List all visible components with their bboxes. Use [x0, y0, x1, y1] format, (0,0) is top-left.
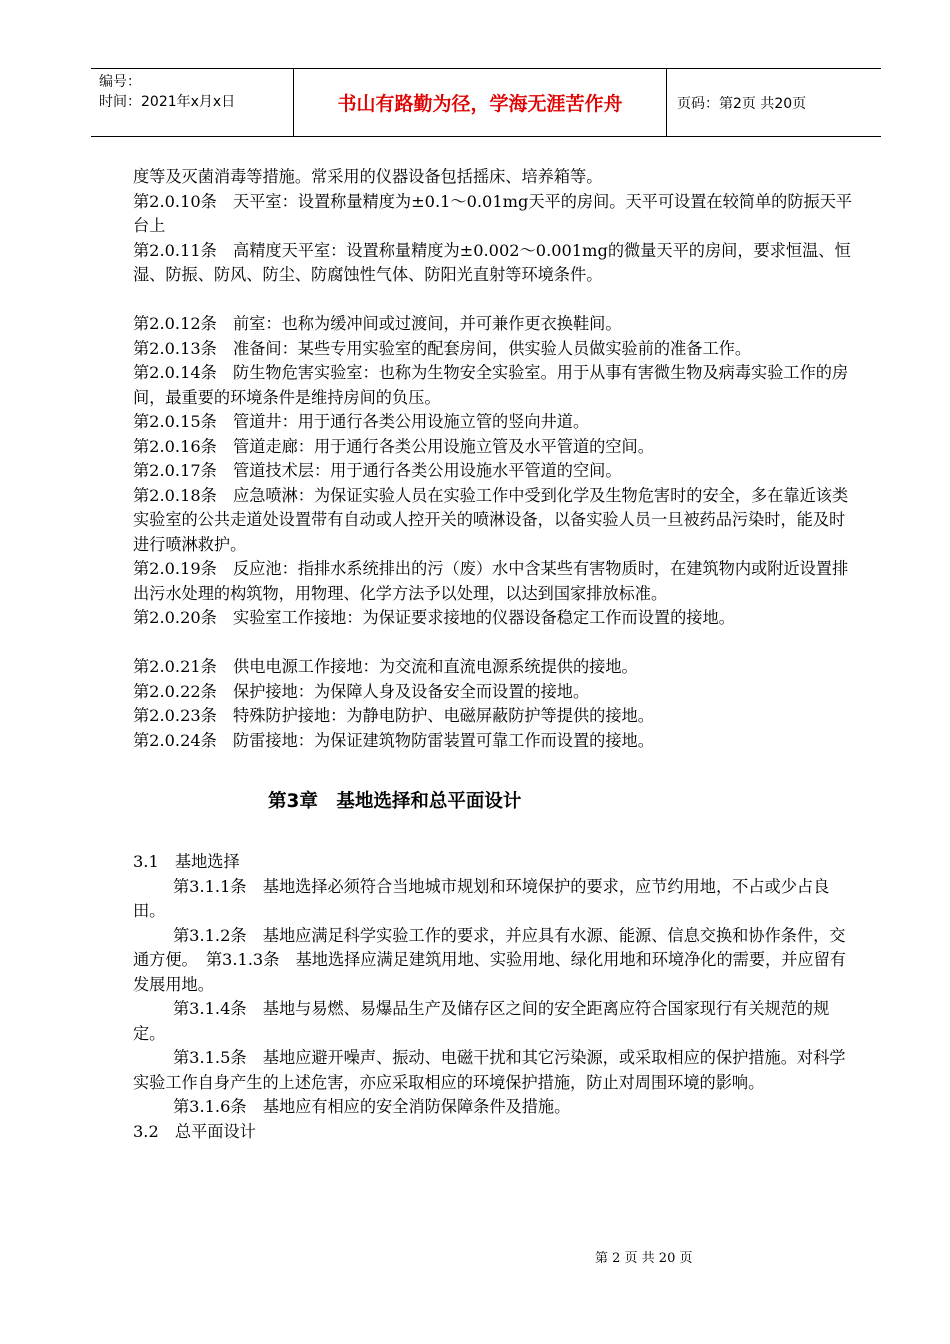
paragraph: 第2.0.20条 实验室工作接地：为保证要求接地的仪器设备稳定工作而设置的接地。: [133, 608, 735, 627]
paragraph: 第3.1.5条 基地应避开噪声、振动、电磁干扰和其它污染源，或采取相应的保护措施。对科学实验工作自身产生的上述危害，亦应采取相应的环境保护措施，防止对周围环境的影响。: [133, 1048, 846, 1092]
paragraph: 度等及灭菌消毒等措施。常采用的仪器设备包括摇床、培养箱等。: [133, 167, 603, 186]
paragraph: 第3.1.4条 基地与易燃、易爆品生产及储存区之间的安全距离应符合国家现行有关规范的规定。: [133, 999, 830, 1043]
header-page-number: 页码：第2页 共20页: [677, 95, 807, 112]
paragraph: 第2.0.16条 管道走廊：用于通行各类公用设施立管及水平管道的空间。: [133, 436, 654, 456]
chapter-title: 第3章 基地选择和总平面设计: [268, 790, 522, 812]
paragraph: 第2.0.17条 管道技术层：用于通行各类公用设施水平管道的空间。: [133, 461, 622, 480]
paragraph: 第2.0.22条 保护接地：为保障人身及设备安全而设置的接地。: [133, 681, 590, 701]
paragraph: 第3.1.1条 基地选择必须符合当地城市规划和环境保护的要求，应节约用地，不占或少占良田。: [133, 876, 830, 920]
paragraph: 第2.0.12条 前室：也称为缓冲间或过渡间，并可兼作更衣换鞋间。: [133, 314, 622, 333]
page-footer: 第 2 页 共 20 页: [595, 1251, 693, 1266]
paragraph: 第2.0.14条 防生物危害实验室：也称为生物安全实验室。用于从事有害微生物及病毒实验工作的房间，最重要的环境条件是维持房间的负压。: [133, 363, 849, 407]
section-heading: 3.1 基地选择: [133, 852, 240, 871]
header-motto: 书山有路勤为径，学海无涯苦作舟: [293, 69, 667, 136]
paragraph: 第2.0.13条 准备间：某些专用实验室的配套房间，供实验人员做实验前的准备工作。: [133, 338, 752, 358]
document-body: [133, 165, 853, 1144]
paragraph: 第2.0.11条 高精度天平室：设置称量精度为±0.002～0.001mg的微量天平的房间，要求恒温、恒湿、防振、防风、防尘、防腐蚀性气体、防阳光直射等环境条件。: [133, 240, 851, 284]
paragraph: 第3.1.2条 基地应满足科学实验工作的要求，并应具有水源、能源、信息交换和协作条件，交通方便。 第3.1.3条 基地选择应满足建筑用地、实验用地、绿化用地和环境净化的需要，并应留有发展用地。: [133, 925, 846, 994]
paragraph: 第2.0.19条 反应池：指排水系统排出的污（废）水中含某些有害物质时，在建筑物内或附近设置排出污水处理的构筑物，用物理、化学方法予以处理，以达到国家排放标准。: [133, 559, 849, 603]
paragraph: 第2.0.15条 管道井：用于通行各类公用设施立管的竖向井道。: [133, 412, 590, 431]
paragraph: 第2.0.10条 天平室：设置称量精度为±0.1～0.01mg天平的房间。天平可设置在较简单的防振天平台上: [133, 191, 853, 235]
paragraph: 第2.0.21条 供电电源工作接地：为交流和直流电源系统提供的接地。: [133, 657, 638, 676]
paragraph: 第2.0.23条 特殊防护接地：为静电防护、电磁屏蔽防护等提供的接地。: [133, 706, 654, 725]
doc-number-label: 编号：: [99, 74, 141, 90]
header-meta: [91, 69, 293, 136]
paragraph: 第2.0.24条 防雷接地：为保证建筑物防雷装置可靠工作而设置的接地。: [133, 730, 654, 750]
date-label: 时间：2021年x月x日: [99, 94, 236, 110]
paragraph: 第3.1.6条 基地应有相应的安全消防保障条件及措施。: [173, 1097, 571, 1116]
page-header: [91, 68, 881, 137]
section-heading: 3.2 总平面设计: [133, 1121, 256, 1141]
paragraph: 第2.0.18条 应急喷淋：为保证实验人员在实验工作中受到化学及生物危害时的安全，多在靠近该类实验室的公共走道处设置带有自动或人控开关的喷淋设备，以备实验人员一旦被药品污染时，能及时进行喷淋救护。: [133, 485, 849, 554]
